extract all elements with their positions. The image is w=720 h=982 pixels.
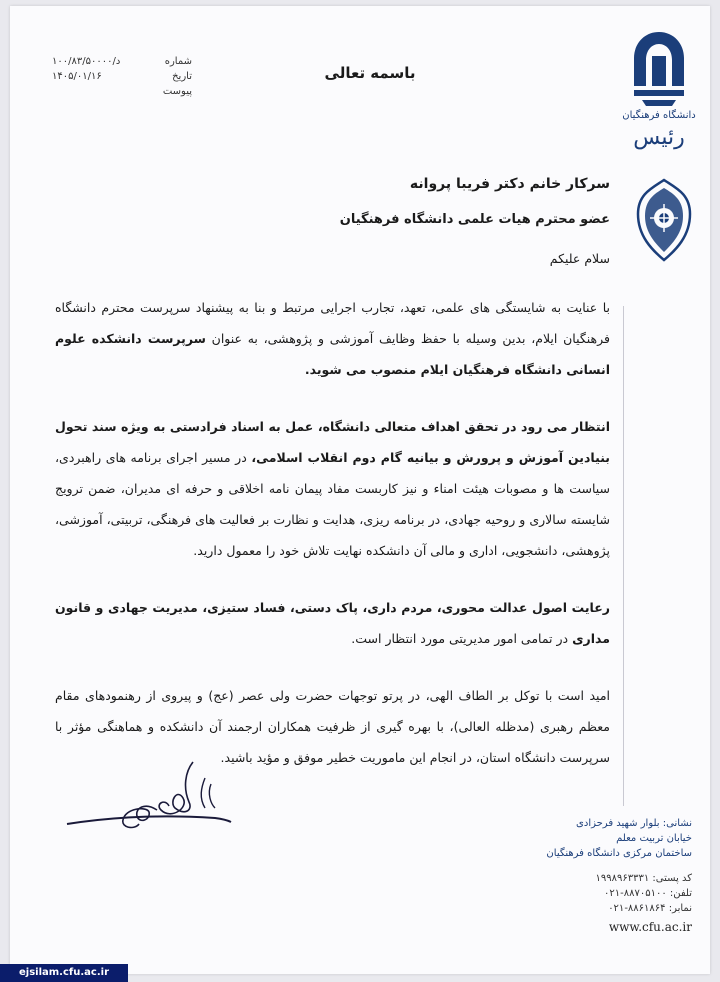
- office-title: رئیس: [633, 125, 685, 150]
- recipient-name: سرکار خانم دکتر فریبا پروانه: [409, 176, 610, 192]
- ornamental-seal-icon: [632, 178, 696, 262]
- address-line-3: ساختمان مرکزی دانشگاه فرهنگیان: [546, 848, 692, 859]
- address-line-1: نشانی: بلوار شهید فرحزادی: [576, 818, 692, 829]
- university-emblem-icon: [628, 28, 690, 108]
- paragraph-appointment: با عنایت به شایستگی های علمی، تعهد، تجارب اجرایی مرتبط و بنا به پیشنهاد سرپرست محترم دانشگاه فرهنگیان ایلام، بدین وسیله با حفظ وظایف آموزشی و پژوهشی، به عنوان سرپرست دانشکده علوم انسانی دانشگاه فرهنگیان ایلام منصوب می شوید.: [55, 300, 611, 377]
- university-logo: [614, 28, 704, 150]
- paragraph-principles: رعایت اصول عدالت محوری، مردم داری، پاک دستی، فساد ستیزی، مدیریت جهادی و قانون مداری در تمامی امور مدیریتی مورد انتظار است.: [55, 600, 610, 646]
- recipient-title: عضو محترم هیات علمی دانشگاه فرهنگیان: [339, 212, 610, 227]
- meta-row-date: تاریخ ۱۴۰۵/۰۱/۱۶: [52, 71, 192, 82]
- meta-row-attachment: پیوست: [162, 86, 192, 97]
- letter-page: [10, 6, 710, 974]
- greeting: سلام علیکم: [549, 251, 610, 266]
- phone-number: تلفن: ۸۸۷۰۵۱۰۰-۰۲۱: [603, 888, 692, 899]
- fax-number: نمابر: ۸۸۶۱۸۶۴-۰۲۱: [608, 903, 692, 914]
- meta-row-number: شماره ۱۰۰/۸۳/۵۰۰۰۰/د: [52, 56, 192, 67]
- contact-block: [546, 816, 692, 935]
- handwritten-signature: [65, 758, 235, 838]
- university-name: دانشگاه فرهنگیان: [622, 110, 696, 121]
- address-line-2: خیابان تربیت معلم: [616, 833, 692, 844]
- paragraph-expectations: انتظار می رود در تحقق اهداف متعالی دانشگاه، عمل به اسناد فرادستی به ویژه سند تحول بنیادین آموزش و پرورش و بیانیه گام دوم انقلاب اسلامی، در مسیر اجرای برنامه های راهبردی، سیاست ها و مصوبات هیئت امناء و نیز کاربست مفاد پیمان نامه اخلاقی و حرفه ای مدیران، ضمن ترویج شایسته سالاری و روحیه جهادی، در برنامه ریزی، هدایت و نظارت بر فعالیت های فرهنگی، تربیتی، آموزشی، پژوهشی، دانشجویی، اداری و مالی آن دانشکده نهایت تلاش خود را معمول دارید.: [55, 419, 610, 558]
- source-watermark: ejsilam.cfu.ac.ir: [0, 964, 128, 982]
- margin-rule: [623, 306, 624, 806]
- website-link[interactable]: www.cfu.ac.ir: [608, 920, 692, 934]
- paragraph-closing: امید است با توکل بر الطاف الهی، در پرتو توجهات حضرت ولی عصر (عج) و پیروی از رهنمودهای مقام معظم رهبری (مدظله العالی)، با بهره گیری از ظرفیت همکاران ارجمند آن دانشکده و هماهنگی مؤثر با سرپرست دانشگاه استان، در انجام این ماموریت خطیر موفق و مؤید باشید.: [55, 688, 610, 765]
- letter-body: [55, 176, 610, 799]
- letter-heading: باسمه تعالی: [324, 64, 416, 82]
- postal-code: کد پستی: ۱۹۹۸۹۶۳۳۳۱: [595, 873, 692, 884]
- letter-metadata: [52, 54, 192, 99]
